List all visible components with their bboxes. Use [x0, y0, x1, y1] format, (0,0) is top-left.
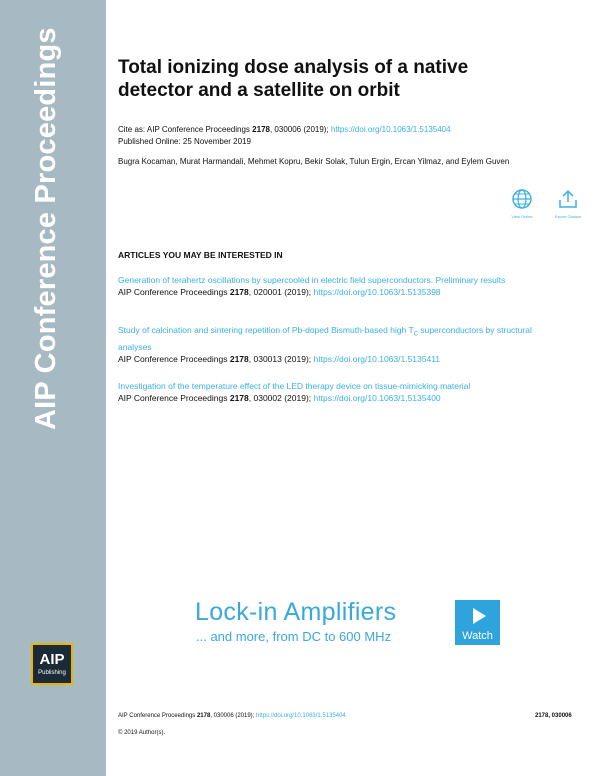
title-subscript: C [413, 331, 418, 338]
cite-rest: , 030006 (2019); [269, 125, 329, 134]
cite-prefix: Cite as: AIP Conference Proceedings [118, 125, 250, 134]
related-heading: ARTICLES YOU MAY BE INTERESTED IN [118, 250, 283, 260]
footer-rest: , 030006 (2019); [210, 713, 255, 719]
citation-block [118, 124, 451, 148]
cite-doi-link[interactable]: https://doi.org/10.1063/1.5135404 [330, 125, 451, 134]
logo-sub-text: Publishing [38, 670, 66, 676]
article-actions [502, 188, 592, 228]
logo-main-text: AIP [39, 651, 65, 668]
view-online-button[interactable] [502, 188, 542, 219]
ad-subline: ... and more, from DC to 600 MHz [196, 629, 392, 644]
related-article-title[interactable]: Generation of terahertz oscillations by supercooled in electric field superconductors. Preliminary results [118, 275, 506, 285]
view-online-label: View Online [511, 214, 533, 219]
related-journal: AIP Conference Proceedings [118, 287, 228, 297]
published-date: Published Online: 25 November 2019 [118, 137, 251, 146]
ad-headline: Lock-in Amplifiers [195, 598, 397, 626]
related-article-cite [118, 286, 548, 298]
related-article [118, 324, 548, 365]
related-rest: , 030013 (2019); [248, 353, 312, 364]
related-article-title[interactable]: Investigation of the temperature effect of the LED therapy device on tissue-mimicking material [118, 381, 471, 391]
related-article-cite [118, 392, 548, 404]
footer-volume: 2178 [196, 713, 211, 719]
cite-line [118, 124, 451, 136]
aip-publishing-logo[interactable] [31, 643, 73, 685]
related-journal: AIP Conference Proceedings [118, 393, 228, 403]
export-citation-label: Export Citation [554, 214, 582, 219]
advertisement[interactable] [195, 598, 505, 650]
author-list: Bugra Kocaman, Murat Harmandali, Mehmet Kopru, Bekir Solak, Tulun Ergin, Ercan Yilmaz, and Eylem Guven [118, 157, 510, 166]
watch-button[interactable] [455, 600, 500, 645]
related-article [118, 274, 548, 298]
watch-label: Watch [462, 630, 493, 642]
footer-doi-link[interactable]: https://doi.org/10.1063/1.5135404 [256, 713, 346, 719]
related-volume: 2178 [229, 353, 249, 364]
related-doi-link[interactable]: https://doi.org/10.1063/1.5135411 [313, 353, 441, 364]
related-journal: AIP Conference Proceedings [118, 353, 228, 364]
related-rest: , 030002 (2019); [248, 393, 312, 403]
globe-icon [511, 188, 533, 210]
related-article [118, 380, 548, 404]
related-article-title[interactable] [118, 324, 548, 353]
related-volume: 2178 [229, 287, 249, 297]
related-article-cite [118, 353, 548, 365]
cite-volume: 2178 [252, 125, 270, 134]
sidebar [0, 0, 106, 776]
footer-citation [118, 713, 346, 719]
footer-journal: AIP Conference Proceedings [118, 713, 196, 719]
export-citation-button[interactable] [548, 188, 588, 219]
journal-title: AIP Conference Proceedings [30, 27, 62, 430]
article-title: Total ionizing dose analysis of a native detector and a satellite on orbit [118, 57, 469, 101]
copyright: © 2019 Author(s). [118, 730, 166, 736]
related-doi-link[interactable]: https://doi.org/10.1063/1.5135400 [313, 393, 441, 403]
related-rest: , 020001 (2019); [248, 287, 312, 297]
footer-page-number: 2178, 030006 [535, 713, 572, 719]
related-volume: 2178 [229, 393, 249, 403]
export-icon [557, 188, 579, 210]
title-part-b: superconductors by structural analyses [118, 325, 532, 352]
related-doi-link[interactable]: https://doi.org/10.1063/1.5135398 [313, 287, 441, 297]
title-part-a: Study of calcination and sintering repetition of Pb-doped Bismuth-based high T [118, 325, 414, 335]
play-icon [468, 606, 488, 626]
